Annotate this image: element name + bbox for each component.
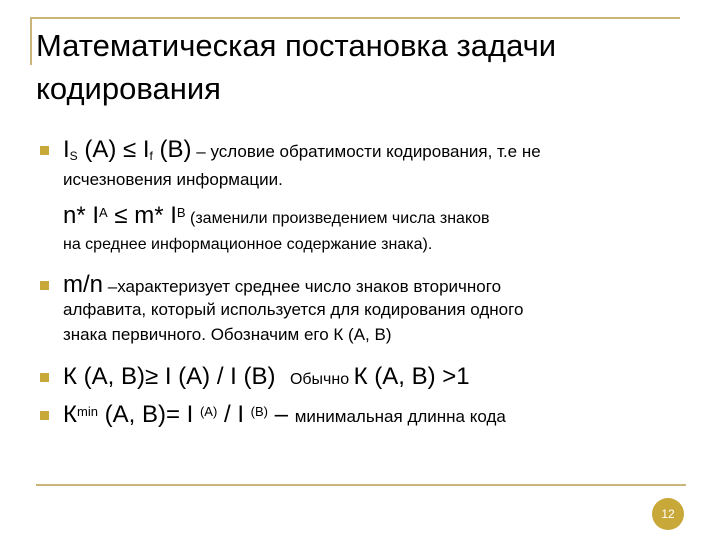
bullet-4-dash: – [268,401,295,428]
formula-sup-b: B [176,205,186,220]
bullet-marker-2 [40,281,49,290]
bullet-1-line-2: исчезновения информации. [63,170,283,189]
symbol-k: К [63,401,77,428]
bullet-3-usually: Обычно [289,371,350,388]
subscript-s: S [69,149,78,163]
title-line-1: Математическая постановка задачи [36,28,557,63]
bullet-2-line-1 [63,271,501,299]
bullet-4-line [63,401,506,429]
top-rule [30,17,680,19]
page-number-badge: 12 [652,498,684,530]
superscript-min: min [76,404,98,419]
formula-ni: n* I [63,202,100,229]
bullet-2-line-3: знака первичного. Обозначим его К (А, В) [63,325,392,344]
symbol-i: I [63,136,70,163]
ratio-mn: m/n [63,271,104,298]
bullet-2-desc: –характеризует среднее число знаков вторичного [103,277,502,296]
bullet-1-line-1 [63,136,541,164]
bullet-marker-1 [40,146,49,155]
bullet-4-expr-a: (А, В)= I [97,401,200,428]
bottom-rule [36,484,686,486]
title-line-2: кодирования [36,71,221,106]
bullet-4-slash: / I [217,401,251,428]
bullet-4-desc: минимальная длинна кода [294,407,506,426]
bullet-3-expr2: К (А, В) >1 [353,363,470,390]
bullet-2-line-2: алфавита, который используется для кодирования одного [63,300,524,319]
subscript-f: f [149,149,153,163]
formula-line-1 [63,202,490,230]
left-rule [30,17,32,65]
expr-b: (В) [152,136,192,163]
bullet-3-expr: К (А, В)≥ I (A) / I (B) [63,363,276,390]
bullet-4-sup-a: (A) [199,404,218,419]
expr-a: (А) ≤ I [77,136,150,163]
bullet-marker-3 [40,373,49,382]
formula-line-2: на среднее информационное содержание знака). [63,236,433,253]
formula-sup-a: A [99,205,108,220]
formula-note: (заменили произведением числа знаков [185,210,490,227]
bullet-1-desc: – условие обратимости кодирования, т.е не [191,142,541,161]
bullet-marker-4 [40,411,49,420]
bullet-3-line [63,363,470,391]
formula-leq-m: ≤ m* I [107,202,177,229]
slide-title [36,24,676,110]
bullet-4-sup-b: (B) [250,404,268,419]
